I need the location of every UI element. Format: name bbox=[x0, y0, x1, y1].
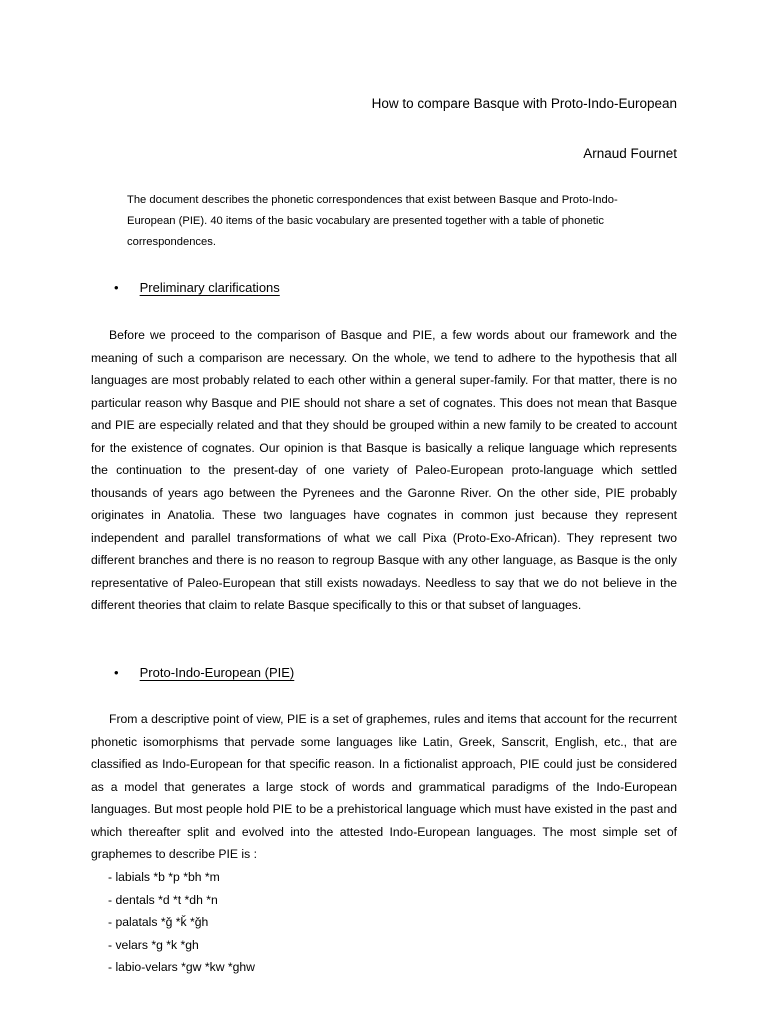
section-heading-text: Preliminary clarifications bbox=[139, 280, 280, 295]
list-item: - labials *b *p *bh *m bbox=[108, 870, 220, 884]
section-heading-preliminary bbox=[114, 280, 280, 295]
bullet-icon: • bbox=[114, 280, 119, 295]
grapheme-list bbox=[108, 866, 255, 979]
document-title: How to compare Basque with Proto-Indo-European bbox=[371, 96, 677, 111]
list-item: - palatals *ǧ *ǩ *ǧh bbox=[108, 915, 209, 929]
document-author: Arnaud Fournet bbox=[583, 146, 677, 161]
paragraph-pie: From a descriptive point of view, PIE is a set of graphemes, rules and items that account for the recurrent phonetic isomorphisms that pervade some languages like Latin, Greek, Sanscrit, English, etc., that are classified as Indo-European for that specific reason. In a fictionalist approach, PIE could just be considered as a model that generates a large stock of words and grammatical paradigms of the Indo-European languages. But most people hold PIE to be a prehistorical language which must have existed in the past and which thereafter split and evolved into the attested Indo-European languages. The most simple set of graphemes to describe PIE is : bbox=[91, 712, 677, 861]
list-item: - velars *g *k *gh bbox=[108, 937, 199, 952]
paragraph-preliminary: Before we proceed to the comparison of Basque and PIE, a few words about our framework and the meaning of such a comparison are necessary. On the whole, we tend to adhere to the hypothesis that all languages are most probably related to each other within a general super-family. For that matter, there is no particular reason why Basque and PIE should not share a set of cognates. This does not mean that Basque and PIE are especially related and that they should be grouped within a new family to be created to account for the existence of cognates. Our opinion is that Basque is basically a relique language which represents the continuation to the present-day of one variety of Paleo-European proto-language which settled thousands of years ago between the Pyrenees and the Garonne River. On the other side, PIE probably originates in Anatolia. These two languages have cognates in common just because they represent independent and parallel transformations of what we call Pixa (Proto-Exo-African). They represent two different branches and there is no reason to regroup Basque with any other language, as Basque is the only representative of Paleo-European that still exists nowadays. Needless to say that we do not believe in the different theories that claim to relate Basque specifically to this or that subset of languages. bbox=[91, 328, 677, 612]
section-heading-text: Proto-Indo-European (PIE) bbox=[139, 665, 295, 680]
bullet-icon: • bbox=[114, 665, 119, 680]
list-item: - dentals *d *t *dh *n bbox=[108, 892, 218, 907]
abstract: The document describes the phonetic correspondences that exist between Basque and Proto-Indo-European (PIE). 40 items of the basic vocabulary are presented together with a table of phonetic correspondences. bbox=[127, 194, 618, 248]
list-item: - labio-velars *gw *kw *ghw bbox=[108, 960, 255, 974]
section-heading-pie bbox=[114, 665, 294, 680]
